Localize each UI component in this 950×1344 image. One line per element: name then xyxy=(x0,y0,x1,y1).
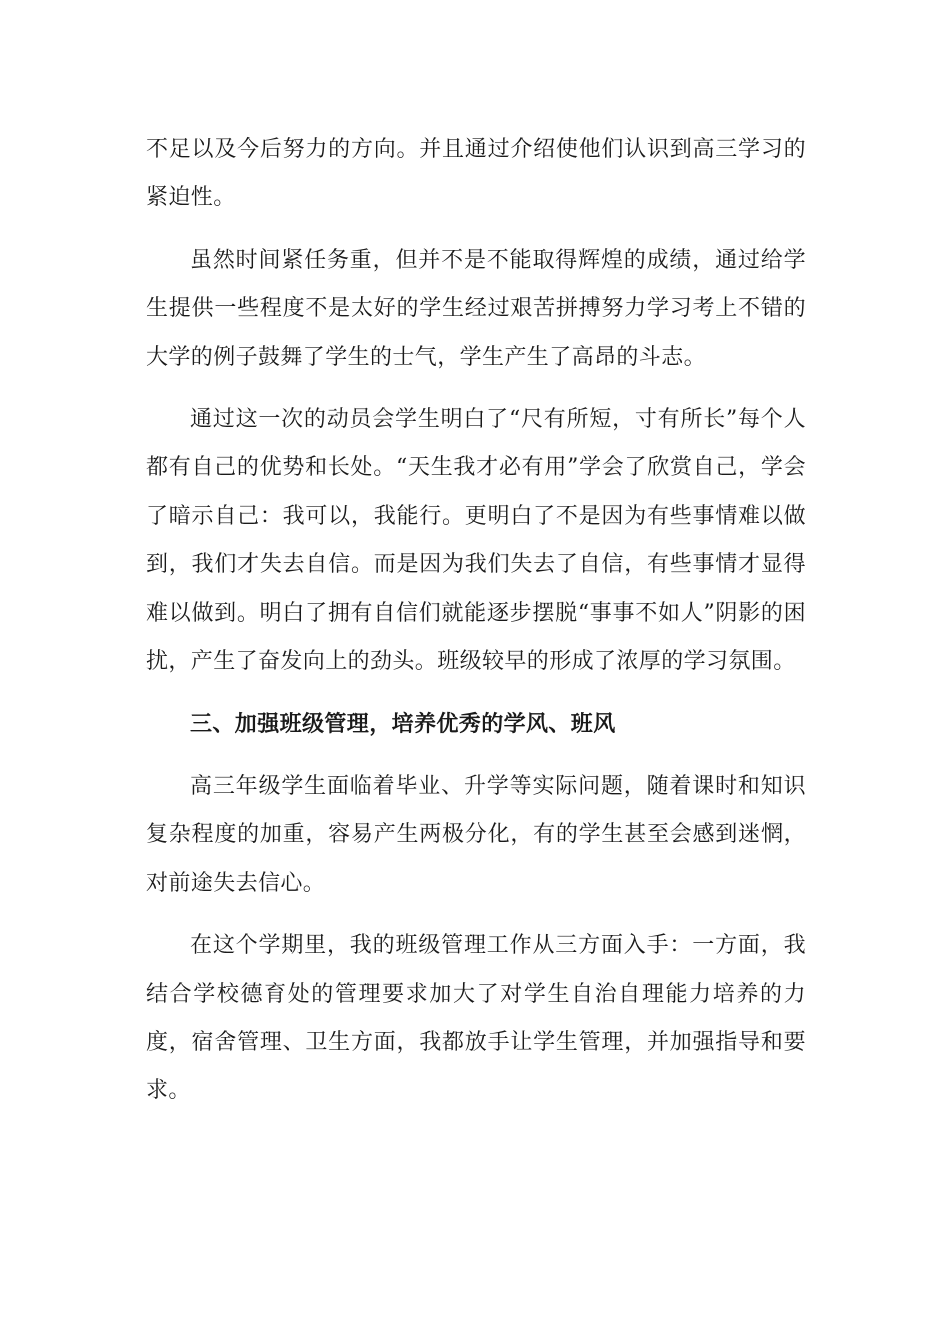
paragraph-encouragement: 虽然时间紧任务重，但并不是不能取得辉煌的成绩，通过给学生提供一些程度不是太好的学生经过艰苦拼搏努力学习考上不错的大学的例子鼓舞了学生的士气，学生产生了高昂的斗志。 xyxy=(146,247,806,370)
paragraph-continuation: 不足以及今后努力的方向。并且通过介绍使他们认识到高三学习的紧迫性。 xyxy=(146,137,806,211)
section-heading: 三、加强班级管理，培养优秀的学风、班风 xyxy=(190,711,616,738)
document-body xyxy=(146,126,806,1130)
paragraph-confidence: 通过这一次的动员会学生明白了“尺有所短，寸有所长”每个人都有自己的优势和长处。“天生我才必有用”学会了欣赏自己，学会了暗示自己：我可以，我能行。更明白了不是因为有些事情难以做到，我们才失去自信。而是因为我们失去了自信，有些事情才显得难以做到。明白了拥有自信们就能逐步摆脱“事事不如人”阴影的困扰，产生了奋发向上的劲头。班级较早的形成了浓厚的学习氛围。 xyxy=(146,407,806,675)
paragraph-management: 在这个学期里，我的班级管理工作从三方面入手：一方面，我结合学校德育处的管理要求加大了对学生自治自理能力培养的力度，宿舍管理、卫生方面，我都放手让学生管理，并加强指导和要求。 xyxy=(146,933,806,1104)
paragraph-challenges: 高三年级学生面临着毕业、升学等实际问题，随着课时和知识复杂程度的加重，容易产生两极分化，有的学生甚至会感到迷惘，对前途失去信心。 xyxy=(146,773,806,896)
